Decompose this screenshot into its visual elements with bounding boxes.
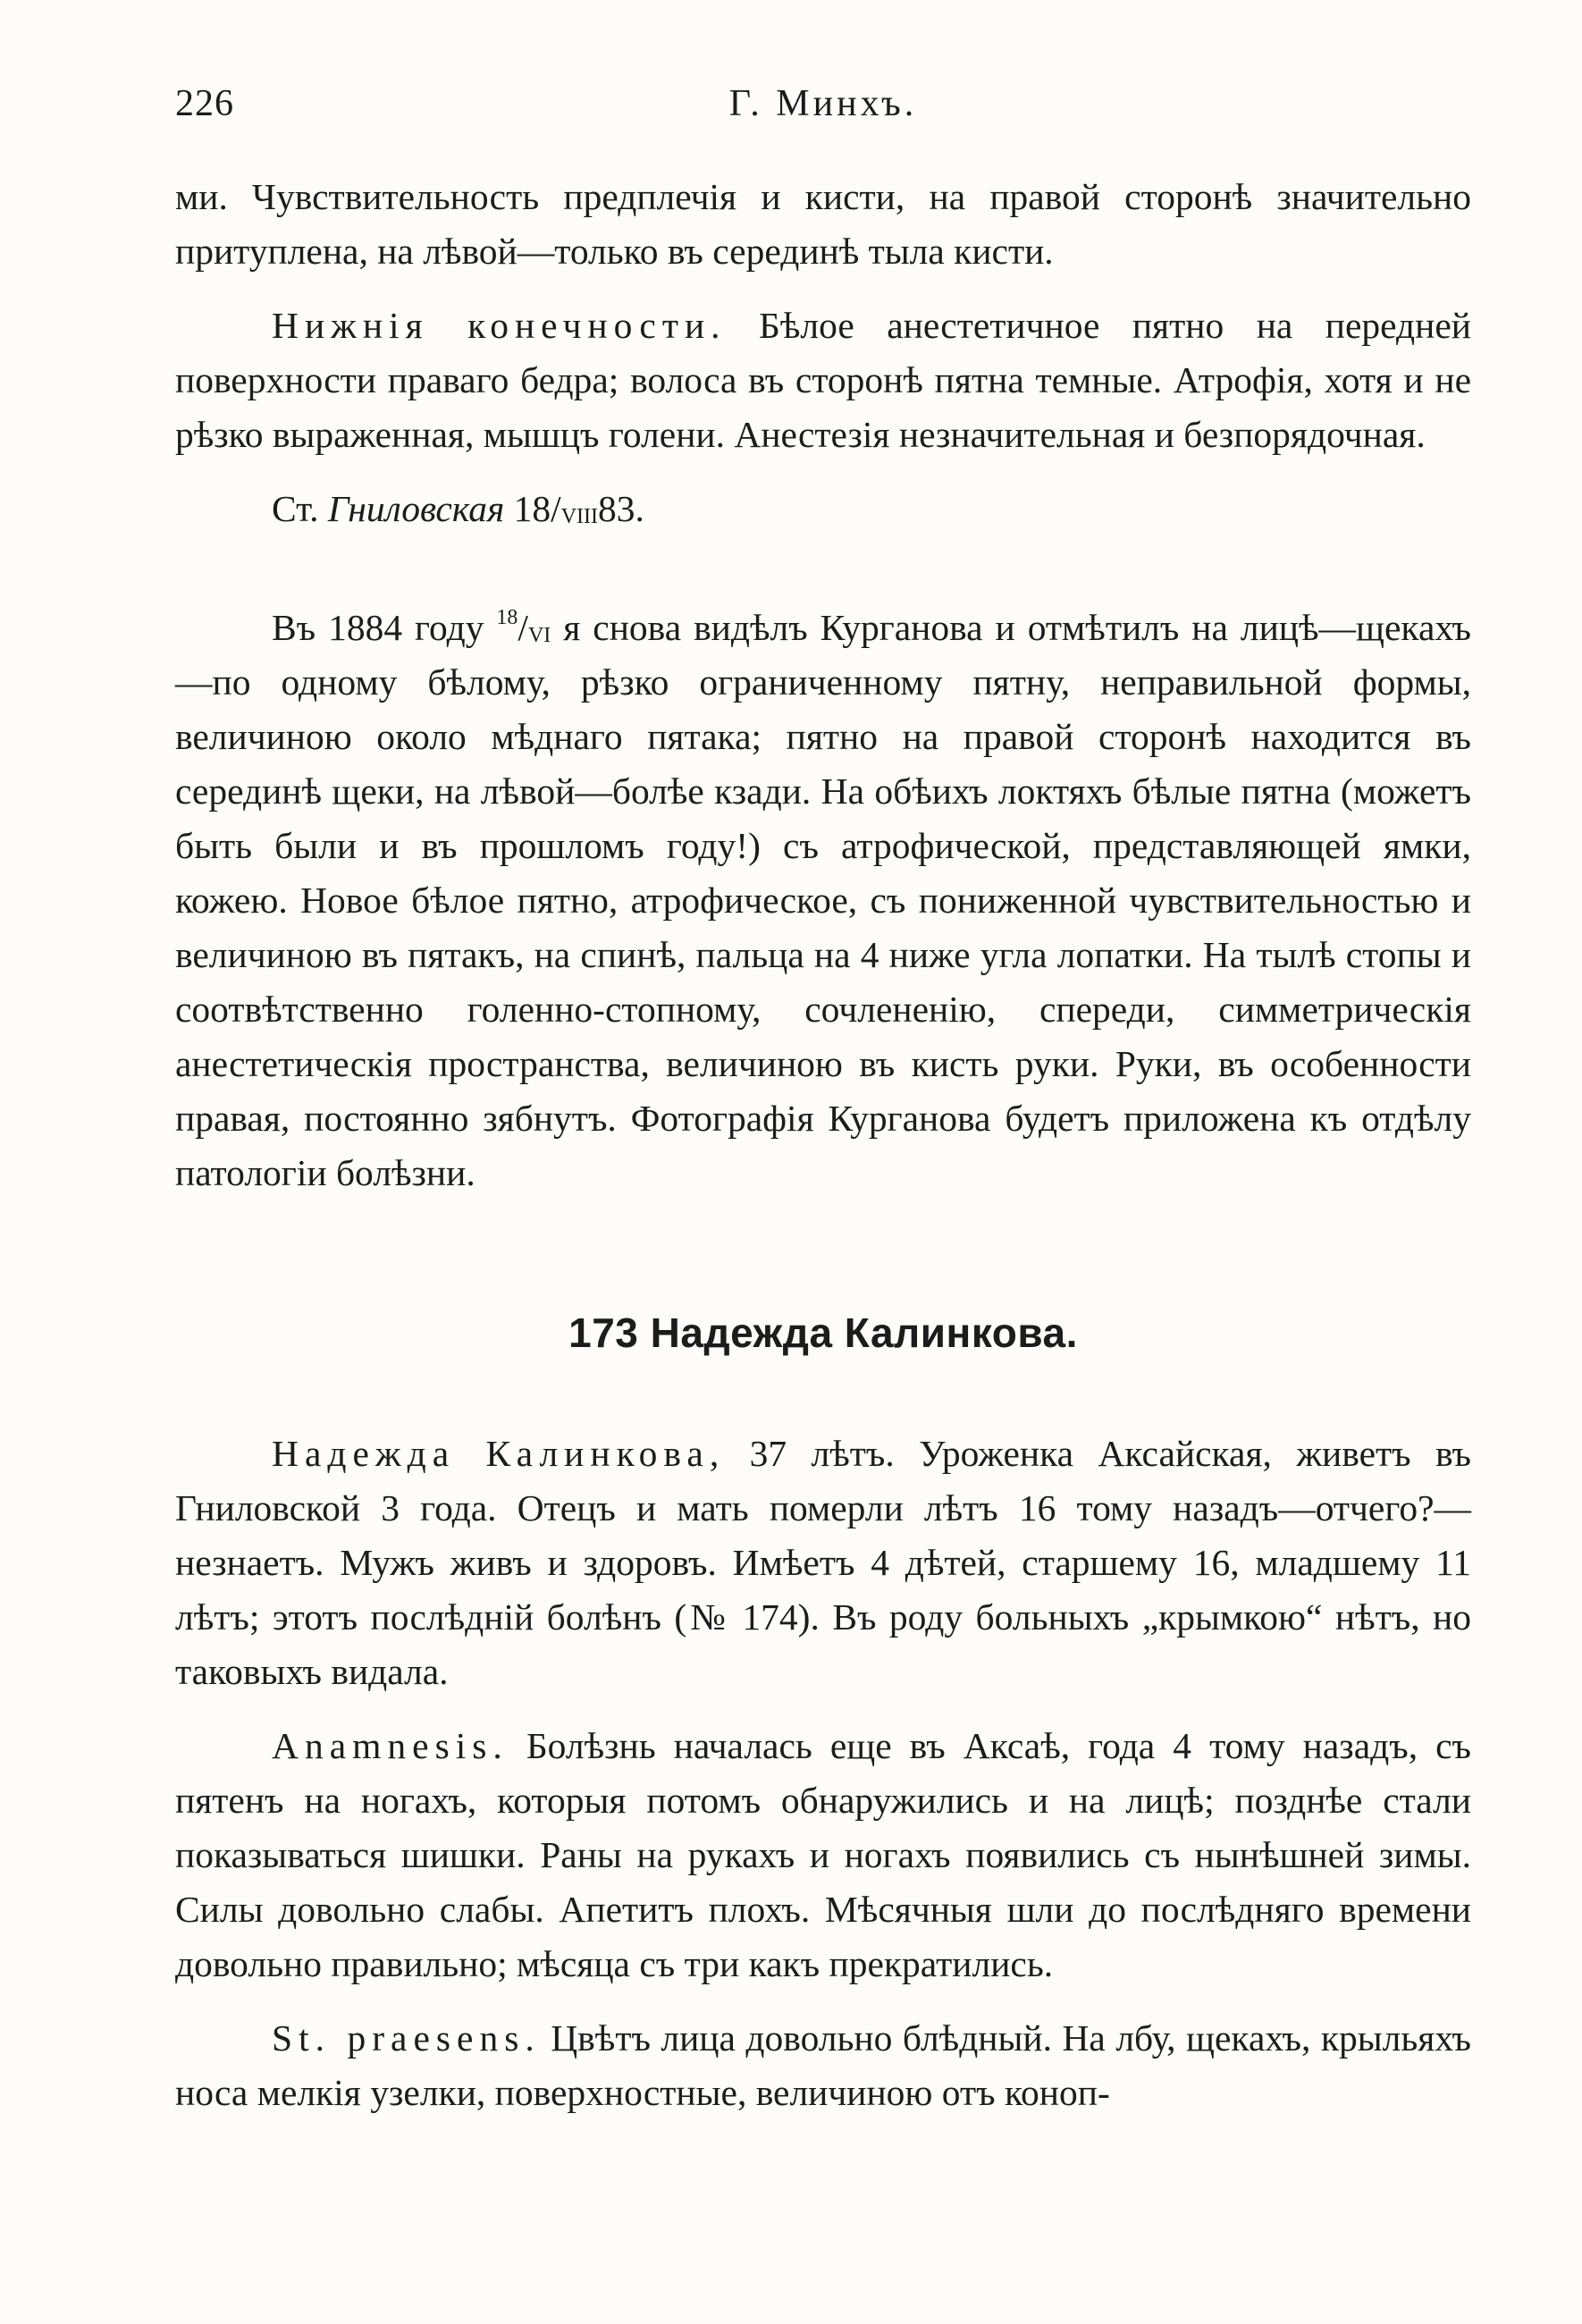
signature-date-year: 83. [598, 488, 644, 529]
signature-date-month: VIII [560, 505, 598, 528]
paragraph-1884-visit: Въ 1884 году $^{18}/_{VI}$ я снова видѣлъ Курганова и отмѣтилъ на лицѣ—щекахъ—по одному бѣлому, рѣзко ограниченному пятну, неправильной формы, величиною около мѣднаго пятака; пятно на правой сторонѣ находится въ серединѣ щеки, на лѣвой—болѣе кзади. На обѣихъ локтяхъ бѣлые пятна (можетъ быть были и въ прошломъ году!) съ атрофической, представляющей ямки, кожею. Новое бѣлое пятно, атрофическое, съ пониженной чувствительностью и величиною въ пятакъ, на спинѣ, пальца на 4 ниже угла лопатки. На тылѣ стопы и соотвѣтственно голенно-стопному, сочлененію, спереди, симметрическія анестетическія пространства, величиною въ кисть руки. Руки, въ особенности правая, постоянно зябнутъ. Фотографія Курганова будетъ приложена къ отдѣлу патологіи болѣзни. [175, 606, 1472, 1193]
signature-place: Гниловская [327, 488, 505, 529]
anamnesis-heading: Anamnesis. [272, 1725, 509, 1766]
paragraph-continuation: ми. Чувствительность предплечія и кисти, на правой сторонѣ значительно притуплена, на лѣвой—только въ серединѣ тыла кисти. [175, 176, 1471, 272]
paragraph-lower-limbs [175, 299, 1471, 462]
paragraph-anamnesis [175, 1719, 1471, 1991]
status-praesens-text: Цвѣтъ лица довольно блѣдный. На лбу, щекахъ, крыльяхъ носа мелкія узелки, поверхностные, величиною отъ коноп- [175, 2017, 1471, 2113]
section-heading: 173 Надежда Калинкова. [568, 1309, 1078, 1356]
signature-prefix: Ст. [272, 488, 328, 529]
page-header [175, 82, 1471, 136]
anamnesis-text: Болѣзнь началась еще въ Аксаѣ, года 4 тому назадъ, съ пятенъ на ногахъ, которыя потомъ обнаружились и на лицѣ; позднѣе стали показываться шишки. Раны на рукахъ и ногахъ появились съ нынѣшней зимы. Силы довольно слабы. Апетитъ плохъ. Мѣсячныя шли до послѣдняго времени довольно правильно; мѣсяца съ три какъ прекратились. [175, 1725, 1471, 1984]
lower-limbs-text: Бѣлое анестетичное пятно на передней поверхности праваго бедра; волоса въ сторонѣ пятна темные. Атрофія, хотя и не рѣзко выраженная, мышцъ голени. Анестезія незначительная и безпорядочная. [175, 305, 1471, 455]
patient-intro-text: 37 лѣтъ. Уроженка Аксайская, живетъ въ Гниловской 3 года. Отецъ и мать померли лѣтъ 16 тому назадъ—отчего?—незнаетъ. Мужъ живъ и здоровъ. Имѣетъ 4 дѣтей, старшему 16, младшему 11 лѣтъ; этотъ послѣдній болѣнъ (№ 174). Въ роду больныхъ „крымкою“ нѣтъ, но таковыхъ видала. [175, 1433, 1472, 1692]
visit-text-start: Въ 1884 году [272, 607, 497, 648]
page-body [175, 170, 1471, 2120]
running-title: Г. Минхъ. [728, 83, 918, 124]
patient-name: Надежда Калинкова, [272, 1433, 726, 1474]
lower-limbs-heading: Нижнія конечности. [272, 305, 727, 346]
visit-date-month: VI [527, 624, 551, 647]
paragraph-patient-intro [175, 1427, 1471, 1699]
page-number: 226 [175, 83, 234, 124]
visit-text: я снова видѣлъ Курганова и отмѣтилъ на лицѣ—щекахъ—по одному бѣлому, рѣзко ограниченному пятну, неправильной формы, величиною около мѣднаго пятака; пятно на правой сторонѣ находится въ серединѣ щеки, на лѣвой—болѣе кзади. На обѣихъ локтяхъ бѣлые пятна (можетъ быть были и въ прошломъ году!) съ атрофической, представляющей ямки, кожею. Новое бѣлое пятно, атрофическое, съ пониженной чувствительностью и величиною въ пятакъ, на спинѣ, пальца на 4 ниже угла лопатки. На тылѣ стопы и соотвѣтственно голенно-стопному, сочлененію, спереди, симметрическія анестетическія пространства, величиною въ кисть руки. Руки, въ особенности правая, постоянно зябнутъ. Фотографія Курганова будетъ приложена къ отдѣлу патологіи болѣзни. [175, 607, 1472, 1193]
signature-date-day: 18 [513, 488, 551, 529]
status-praesens-heading: St. praesens. [272, 2017, 541, 2059]
visit-date-day: 18 [496, 606, 518, 629]
paragraph-status-praesens [175, 2011, 1471, 2120]
record-signature: Ст. Гниловская $18/_{VIII}83$. [272, 488, 644, 529]
